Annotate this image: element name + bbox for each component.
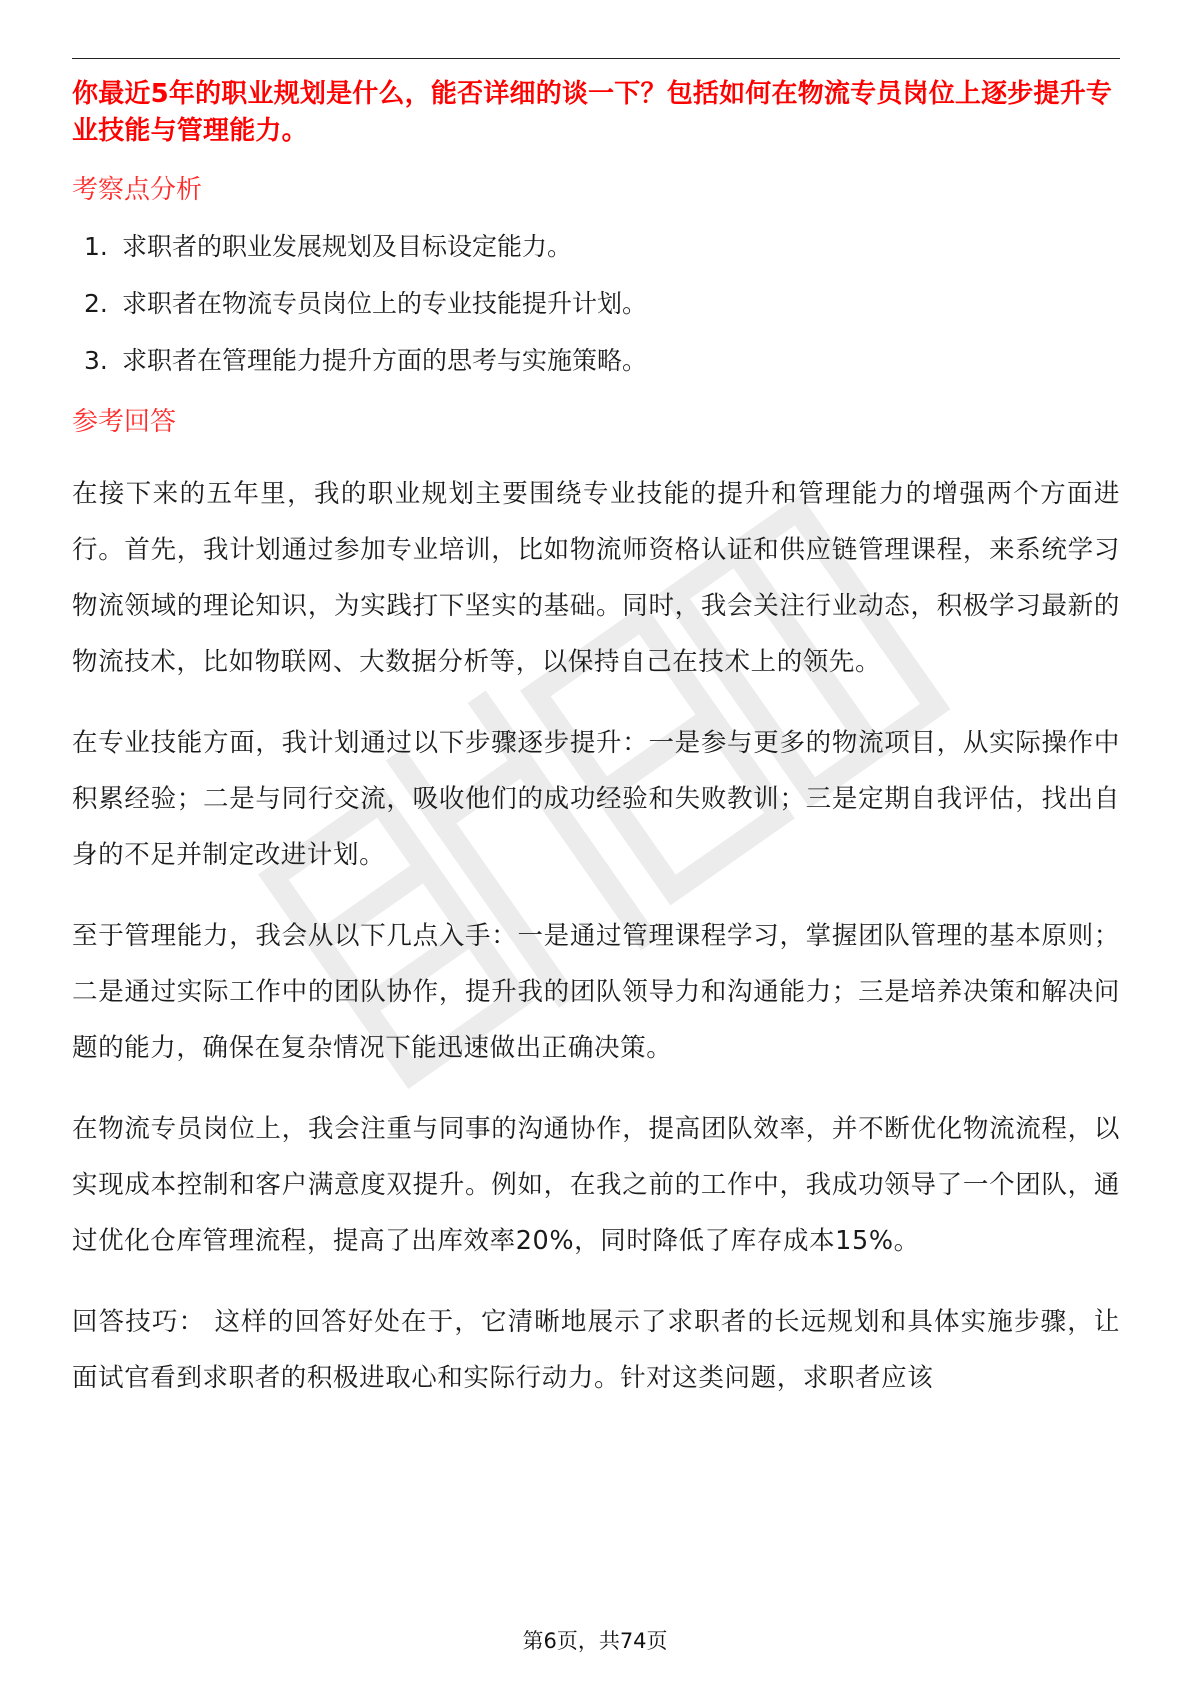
answer-tips-paragraph: 回答技巧： 这样的回答好处在于，它清晰地展示了求职者的长远规划和具体实施步骤，让面试官看到求职者的积极进取心和实际行动力。针对这类问题，求职者应该 bbox=[72, 1307, 1120, 1393]
answer-paragraph: 至于管理能力，我会从以下几点入手：一是通过管理课程学习，掌握团队管理的基本原则；二是通过实际工作中的团队协作，提升我的团队领导力和沟通能力；三是培养决策和解决问题的能力，确保在复杂情况下能迅速做出正确决策。 bbox=[72, 921, 1120, 1063]
page-footer: 第6页，共74页 bbox=[522, 1629, 668, 1653]
answer-paragraph: 在接下来的五年里，我的职业规划主要围绕专业技能的提升和管理能力的增强两个方面进行。首先，我计划通过参加专业培训，比如物流师资格认证和供应链管理课程，来系统学习物流领域的理论知识，为实践打下坚实的基础。同时，我会关注行业动态，积极学习最新的物流技术，比如物联网、大数据分析等，以保持自己在技术上的领先。 bbox=[72, 479, 1120, 677]
point-number: 3. bbox=[84, 346, 108, 375]
analysis-point bbox=[72, 232, 1120, 262]
top-rule bbox=[72, 58, 1120, 59]
point-number: 1. bbox=[84, 232, 108, 261]
analysis-heading: 考察点分析 bbox=[72, 175, 203, 205]
point-text: 求职者的职业发展规划及目标设定能力。 bbox=[122, 232, 573, 261]
analysis-points-list bbox=[72, 232, 1120, 376]
answer-paragraph: 在专业技能方面，我计划通过以下步骤逐步提升：一是参与更多的物流项目，从实际操作中积累经验；二是与同行交流，吸收他们的成功经验和失败教训；三是定期自我评估，找出自身的不足并制定改进计划。 bbox=[72, 728, 1120, 870]
question-title: 你最近5年的职业规划是什么，能否详细的谈一下？包括如何在物流专员岗位上逐步提升专业技能与管理能力。 bbox=[72, 79, 1113, 146]
point-number: 2. bbox=[84, 289, 108, 318]
answer-paragraph: 在物流专员岗位上，我会注重与同事的沟通协作，提高团队效率，并不断优化物流流程，以实现成本控制和客户满意度双提升。例如，在我之前的工作中，我成功领导了一个团队，通过优化仓库管理流程，提高了出库效率20%，同时降低了库存成本15%。 bbox=[72, 1114, 1120, 1256]
document-content bbox=[72, 76, 1120, 1406]
analysis-point bbox=[72, 346, 1120, 376]
answer-heading: 参考回答 bbox=[72, 407, 177, 437]
point-text: 求职者在物流专员岗位上的专业技能提升计划。 bbox=[122, 289, 648, 318]
point-text: 求职者在管理能力提升方面的思考与实施策略。 bbox=[122, 346, 648, 375]
analysis-point bbox=[72, 289, 1120, 319]
